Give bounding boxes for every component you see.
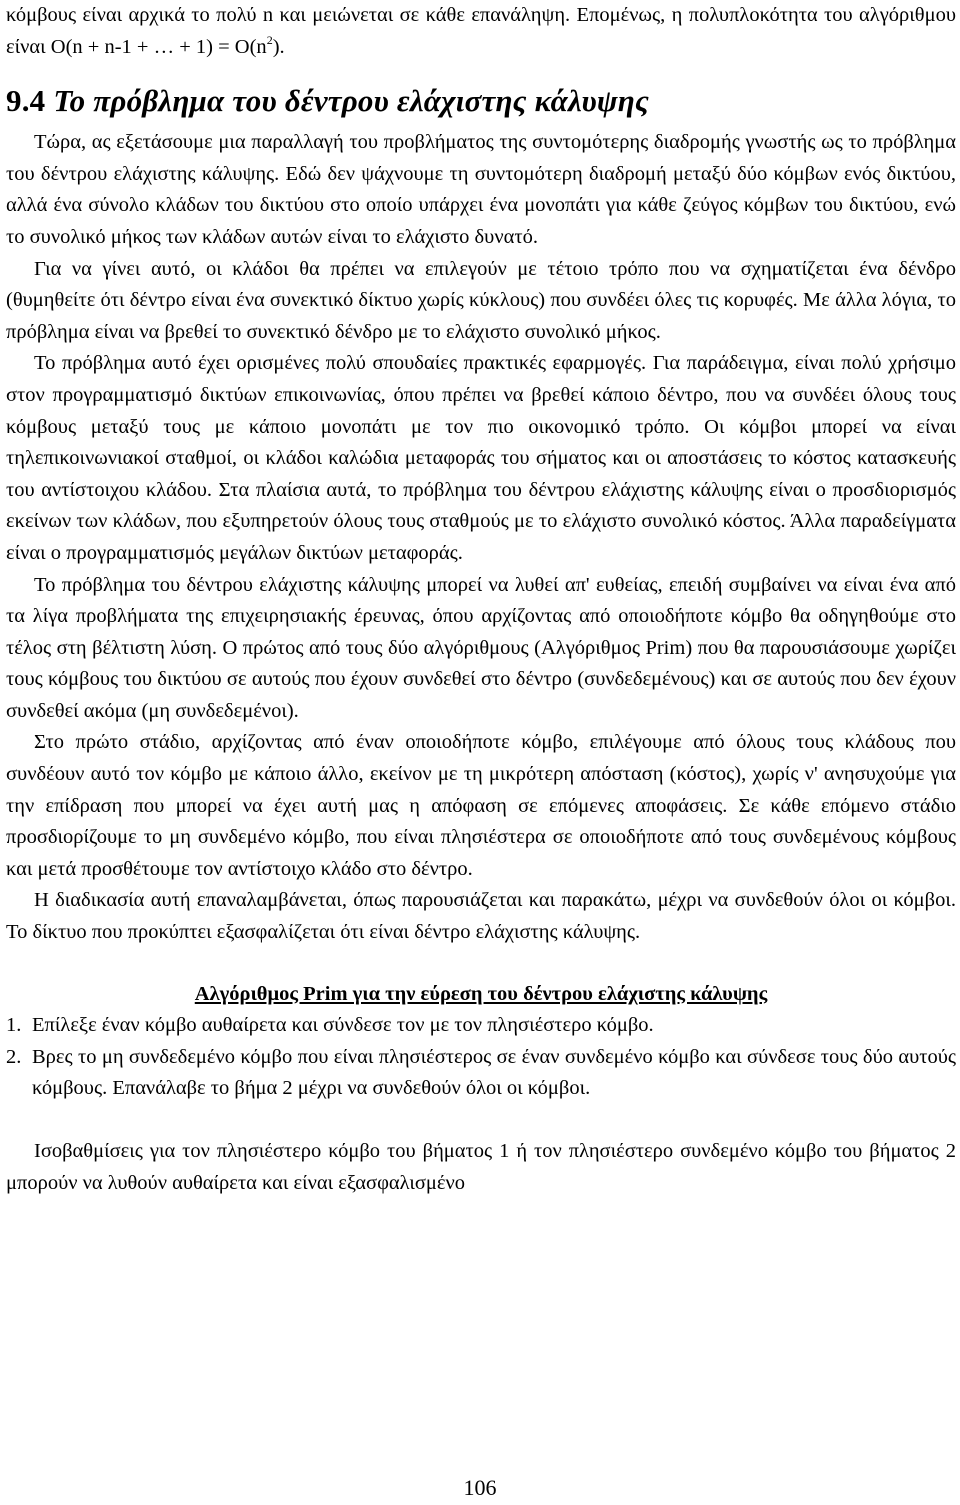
algorithm-title: Αλγόριθμος Prim για την εύρεση του δέντρου ελάχιστης κάλυψης	[194, 982, 768, 1005]
section-number: 9.4	[6, 83, 46, 119]
paragraph-repeat: Η διαδικασία αυτή επαναλαμβάνεται, όπως παρουσιάζεται και παρακάτω, μέχρι να συνδεθούν όλοι οι κόμβοι. Το δίκτυο που προκύπτει εξασφαλίζεται ότι είναι δέντρο ελάχιστης κάλυψης.	[6, 889, 956, 944]
step-text: Βρες το μη συνδεδεμένο κόμβο που είναι πλησιέστερος σε έναν συνδεμένο κόμβο και σύνδεσε τους δύο αυτούς κόμβους. Επανάλαβε το βήμα 2 μέχρι να συνδεθούν όλοι οι κόμβοι.	[32, 1045, 956, 1100]
algorithm-steps	[6, 1010, 956, 1105]
section-heading	[6, 83, 956, 119]
exponent: 2	[266, 32, 273, 47]
paragraph-first-stage: Στο πρώτο στάδιο, αρχίζοντας από έναν οποιοδήποτε κόμβο, επιλέγουμε από όλους τους κλάδους που συνδέουν αυτό τον κόμβο με κάποιο άλλο, εκείνον με τη μικρότερη απόσταση (κόστος), χωρίς ν' ανησυχούμε για την επίδραση που μπορεί να έχει αυτή μας η απόφαση σε επόμενες αποφάσεις. Σε κάθε επόμενο στάδιο προσδιορίζουμε το μη συνδεμένο κόμβο, που είναι πλησιέστερα σε οποιοδήποτε από τους συνδεμένους κόμβους και μετά προσθέτουμε τον αντίστοιχο κλάδο στο δέντρο.	[6, 731, 956, 880]
algorithm-step	[6, 1042, 956, 1105]
continuation-text: κόμβους είναι αρχικά το πολύ n και μειώνεται σε κάθε επανάληψη. Επομένως, η πολυπλοκότητα του αλγόριθμου είναι O(n + n-1 + … + 1) = O(n	[6, 4, 956, 58]
page-number: 106	[463, 1475, 497, 1500]
paragraph-intro: Τώρα, ας εξετάσουμε μια παραλλαγή του προβλήματος της συντομότερης διαδρομής γνωστής ως το πρόβλημα του δέντρου ελάχιστης κάλυψης. Εδώ δεν ψάχνουμε τη συντομότερη διαδρομή μεταξύ δύο κόμβων ενός δικτύου, αλλά ένα σύνολο κλάδων του δικτύου στο οποίο υπάρχει ένα μονοπάτι για κάθε ζεύγος κόμβων του δικτύου, ενώ το συνολικό μήκος των κλάδων αυτών είναι το ελάχιστο δυνατό.	[6, 131, 956, 248]
document-page	[6, 0, 956, 1199]
paragraph-applications: Το πρόβλημα αυτό έχει ορισμένες πολύ σπουδαίες πρακτικές εφαρμογές. Για παράδειγμα, είναι πολύ χρήσιμο στον προγραμματισμό δικτύων επικοινωνίας, όπου πρέπει να βρεθεί κάποιο δέντρο, που να συνδέει όλους τους κόμβους μεταξύ τους με κάποιο μονοπάτι με τον πιο οικονομικό τρόπο. Οι κόμβοι μπορεί να είναι τηλεπικοινωνιακοί σταθμοί, οι κλάδοι καλώδια μεταφοράς του σήματος και οι αποστάσεις το κόστος κατασκευής του αντίστοιχου κλάδου. Στα πλαίσια αυτά, το πρόβλημα του δέντρου ελάχιστης κάλυψης είναι ο προσδιορισμός εκείνων των κλάδων, που εξυπηρετούν όλους τους σταθμούς με το ελάχιστο συνολικό κόστος. Άλλα παραδείγματα είναι ο προγραμματισμός μεγάλων δικτύων μεταφοράς.	[6, 352, 956, 564]
step-number: 1.	[6, 1014, 22, 1037]
paragraph-prim-overview: Το πρόβλημα του δέντρου ελάχιστης κάλυψης μπορεί να λυθεί απ' ευθείας, επειδή συμβαίνει να είναι ένα από τα λίγα προβλήματα της επιχειρησιακής έρευνας, όπου αρχίζοντας από οποιοδήποτε κόμβο θα οδηγηθούμε στο τέλος στη βέλτιστη λύση. Ο πρώτος από τους δύο αλγόριθμους (Αλγόριθμος Prim) που θα παρουσιάσουμε χωρίζει τους κόμβους του δικτύου σε αυτούς που έχουν συνδεθεί στο δέντρο (συνδεδεμένους) και σε αυτούς που δεν έχουν συνδεθεί ακόμα (μη συνδεδεμένοι).	[6, 573, 956, 722]
continuation-tail: ).	[272, 35, 285, 58]
spacer	[6, 1105, 956, 1136]
step-number: 2.	[6, 1045, 22, 1068]
paragraph-ties: Ισοβαθμίσεις για τον πλησιέστερο κόμβο του βήματος 1 ή τον πλησιέστερο συνδεμένο κόμβο του βήματος 2 μπορούν να λυθούν αυθαίρετα και είναι εξασφαλισμένο	[6, 1140, 956, 1194]
step-text: Επίλεξε έναν κόμβο αυθαίρετα και σύνδεσε τον με τον πλησιέστερο κόμβο.	[32, 1014, 654, 1037]
section-title: Το πρόβλημα του δέντρου ελάχιστης κάλυψης	[53, 83, 650, 119]
algorithm-step	[6, 1010, 956, 1042]
paragraph-tree-definition: Για να γίνει αυτό, οι κλάδοι θα πρέπει να επιλεγούν με τέτοιο τρόπο που να σχηματίζεται ένα δένδρο (θυμηθείτε ότι δέντρο είναι ένα συνεκτικό δίκτυο χωρίς κύκλους) που συνδέει όλες τις κορυφές. Με άλλα λόγια, το πρόβλημα είναι να βρεθεί το συνεκτικό δένδρο με το ελάχιστο συνολικό μήκος.	[6, 257, 956, 343]
continuation-paragraph	[6, 0, 956, 63]
